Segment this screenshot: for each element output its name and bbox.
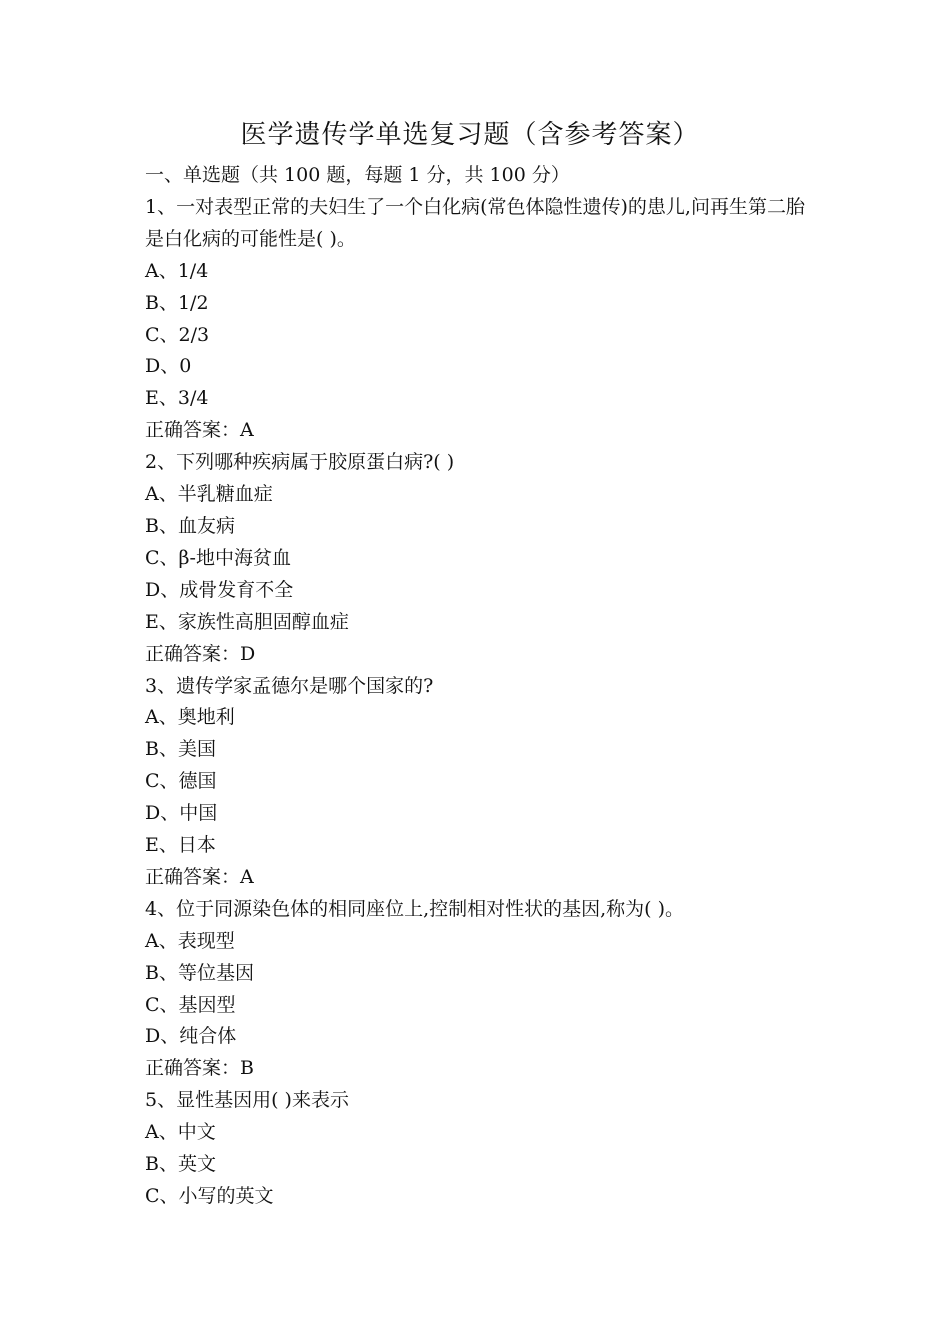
option-b: B、美国 [145,738,216,761]
correct-answer: 正确答案：B [145,1057,254,1080]
option-a: A、表现型 [145,929,235,952]
option-a: A、半乳糖血症 [145,483,273,506]
option-e: E、3/4 [145,387,209,410]
question-block [145,447,815,670]
option-d: D、0 [145,355,192,378]
question-stem: 2、下列哪种疾病属于胶原蛋白病?( ) [145,451,455,474]
option-b: B、1/2 [145,291,209,314]
question-stem: 1、一对表型正常的夫妇生了一个白化病(常色体隐性遗传)的患儿,问再生第二胎是白化病的可能性是( )。 [145,195,805,250]
question-block [145,1085,815,1213]
question-block [145,671,815,894]
option-d: D、成骨发育不全 [145,578,294,601]
option-b: B、英文 [145,1153,216,1176]
option-a: A、中文 [145,1121,216,1144]
option-b: B、血友病 [145,514,235,537]
option-c: C、2/3 [145,323,210,346]
correct-answer: 正确答案：A [145,419,254,442]
option-c: C、基因型 [145,993,236,1016]
option-a: A、奥地利 [145,706,235,729]
section-heading: 一、单选题（共 100 题，每题 1 分，共 100 分） [145,164,570,186]
option-e: E、日本 [145,834,216,857]
question-stem: 3、遗传学家孟德尔是哪个国家的? [145,674,434,697]
question-block [145,192,815,447]
question-block [145,894,815,1085]
option-d: D、中国 [145,802,218,825]
document-title: 医学遗传学单选复习题（含参考答案） [240,120,700,150]
option-d: D、纯合体 [145,1025,237,1048]
option-e: E、家族性高胆固醇血症 [145,610,349,633]
document-body [145,160,815,1213]
correct-answer: 正确答案：D [145,642,256,665]
question-stem: 5、显性基因用( )来表示 [145,1089,349,1112]
option-b: B、等位基因 [145,961,254,984]
option-c: C、小写的英文 [145,1185,274,1207]
option-c: C、β-地中海贫血 [145,546,291,569]
option-a: A、1/4 [145,259,209,282]
question-stem: 4、位于同源染色体的相同座位上,控制相对性状的基因,称为( )。 [145,897,685,920]
option-c: C、德国 [145,770,217,793]
correct-answer: 正确答案：A [145,865,254,888]
